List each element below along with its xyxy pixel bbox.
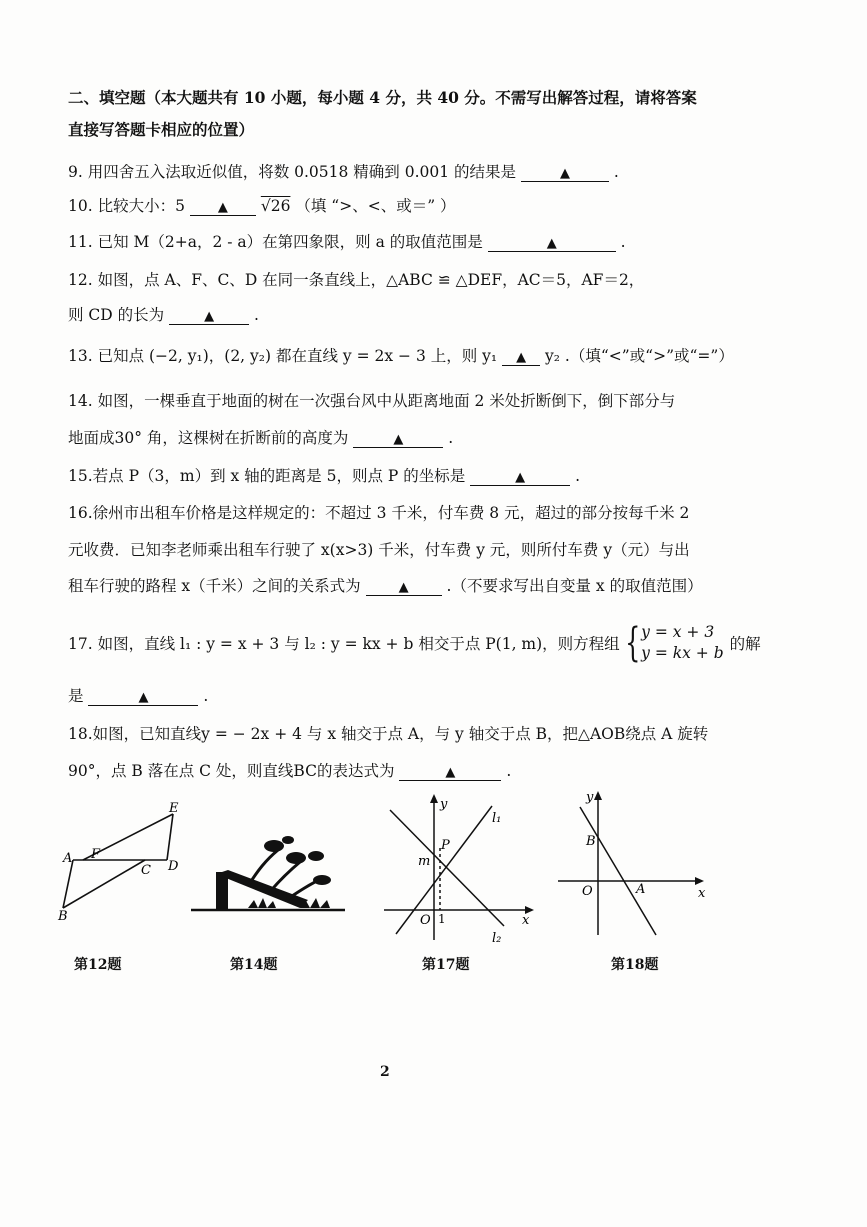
answer-triangle-icon: ▲: [204, 309, 215, 324]
q13-text: 13. 已知点 (−2, y₁)，(2, y₂) 都在直线 y = 2x − 3 上，则 y₁: [68, 347, 498, 365]
q17-text2: 是: [68, 687, 84, 705]
q15-answer-blank[interactable]: [470, 468, 570, 486]
question-12-line2: [68, 303, 259, 325]
q9-text: 9. 用四舍五入法取近似值，将数 0.0518 精确到 0.001 的结果是: [68, 163, 517, 181]
answer-triangle-icon: ▲: [217, 200, 228, 215]
q10-answer-blank[interactable]: [190, 198, 256, 216]
figure-18-graph: [552, 785, 712, 937]
question-18-line2: [68, 759, 511, 781]
question-16-line1: 16.徐州市出租车价格是这样规定的：不超过 3 千米，付车费 8 元，超过的部分按每千米 2: [68, 504, 690, 522]
q16-answer-blank[interactable]: [366, 578, 442, 596]
q11-text: 11. 已知 M（2+a，2 - a）在第四象限，则 a 的取值范围是: [68, 233, 483, 251]
answer-triangle-icon: ▲: [546, 236, 557, 251]
label-A: A: [63, 851, 73, 866]
question-15: [68, 464, 580, 486]
answer-triangle-icon: ▲: [515, 470, 526, 485]
label-y: y: [586, 790, 594, 805]
question-18-line1: 18.如图，已知直线y = − 2x + 4 与 x 轴交于点 A，与 y 轴交于点 B，把△AOB绕点 A 旋转: [68, 725, 709, 743]
q13-hint: y₂ .（填“<”或“>”或“=”）: [545, 347, 734, 365]
q13-answer-blank[interactable]: [502, 348, 540, 366]
label-D: D: [168, 859, 179, 874]
q15-end: .: [575, 467, 581, 485]
figure-12-caption: 第12题: [74, 957, 122, 973]
figure-14-caption: 第14题: [230, 957, 278, 973]
q14-text: 地面成30° 角，这棵树在折断前的高度为: [68, 429, 349, 447]
q14-end: .: [448, 429, 454, 447]
page-number: 2: [380, 1064, 390, 1080]
q12-text: 则 CD 的长为: [68, 306, 165, 324]
q10-text: 10. 比较大小：5: [68, 197, 185, 215]
q12-end: .: [254, 306, 259, 324]
q17-tail: 的解: [729, 635, 761, 653]
figure-17-graph: [380, 792, 540, 944]
brace-icon: {: [624, 620, 641, 666]
figure-18-caption: 第18题: [611, 957, 659, 973]
label-F: F: [91, 847, 101, 862]
answer-triangle-icon: ▲: [516, 350, 527, 365]
equation-2: y = kx + b: [641, 644, 724, 662]
question-16-line2: 元收费．已知李老师乘出租车行驶了 x(x>3) 千米，付车费 y 元，则所付车费 y（元）与出: [68, 541, 690, 559]
label-x: x: [698, 886, 706, 901]
label-O: O: [582, 884, 593, 899]
label-P: P: [441, 838, 450, 853]
label-E: E: [169, 801, 179, 816]
q17-end: .: [203, 687, 209, 705]
q18-text: 90°，点 B 落在点 C 处，则直线BC的表达式为: [68, 762, 395, 780]
answer-triangle-icon: ▲: [398, 580, 409, 595]
q11-answer-blank[interactable]: [488, 234, 616, 252]
label-m: m: [418, 854, 431, 869]
label-B: B: [586, 834, 596, 849]
label-C: C: [141, 863, 151, 878]
q12-answer-blank[interactable]: [169, 307, 249, 325]
figure-12-triangles: [55, 800, 195, 925]
q18-end: .: [506, 762, 512, 780]
question-12-line1: 12. 如图，点 A、F、C、D 在同一条直线上，△ABC ≌ △DEF，AC＝5，AF＝2，: [68, 271, 645, 289]
q16-text: 租车行驶的路程 x（千米）之间的关系式为: [68, 577, 361, 595]
q17-text: 17. 如图，直线 l₁ : y = x + 3 与 l₂ : y = kx + b 相交于点 P(1, m)，则方程组: [68, 635, 620, 653]
section-title-line1: 二、填空题（本大题共有 10 小题，每小题 4 分，共 40 分。不需写出解答过程，请将答案: [68, 88, 697, 107]
q10-root: √26: [260, 197, 291, 215]
q14-answer-blank[interactable]: [353, 430, 443, 448]
label-y: y: [440, 797, 448, 812]
question-9: [68, 160, 619, 182]
label-l2: l₂: [492, 931, 502, 944]
question-17-line2: [68, 684, 208, 706]
question-14-line1: 14. 如图，一棵垂直于地面的树在一次强台风中从距离地面 2 米处折断倒下，倒下部分与: [68, 392, 676, 410]
label-l1: l₁: [492, 811, 502, 826]
question-10: [68, 194, 456, 216]
label-A: A: [636, 882, 646, 897]
q11-end: .: [620, 233, 626, 251]
q9-end: .: [613, 163, 619, 181]
equation-system: [641, 622, 724, 664]
answer-triangle-icon: ▲: [393, 432, 404, 447]
figure-14-broken-tree: [188, 820, 348, 920]
q16-hint: .（不要求写出自变量 x 的取值范围）: [446, 577, 703, 595]
label-x: x: [522, 913, 530, 928]
question-14-line2: [68, 426, 453, 448]
equation-1: y = x + 3: [641, 623, 715, 641]
q9-answer-blank[interactable]: [521, 164, 609, 182]
question-11: [68, 230, 626, 252]
q15-text: 15.若点 P（3，m）到 x 轴的距离是 5，则点 P 的坐标是: [68, 467, 466, 485]
question-13: [68, 344, 734, 366]
question-17-line1: [68, 618, 761, 668]
answer-triangle-icon: ▲: [559, 166, 570, 181]
q10-hint: （填 “>、<、或＝” ）: [295, 197, 456, 215]
figure-17-caption: 第17题: [422, 957, 470, 973]
q18-answer-blank[interactable]: [399, 763, 501, 781]
answer-triangle-icon: ▲: [138, 690, 149, 705]
q17-answer-blank[interactable]: [88, 688, 198, 706]
label-B: B: [58, 909, 68, 924]
answer-triangle-icon: ▲: [445, 765, 456, 780]
section-title-line2: 直接写答题卡相应的位置）: [68, 120, 255, 139]
label-O: O: [420, 913, 431, 928]
label-1: 1: [438, 912, 446, 926]
question-16-line3: [68, 574, 703, 596]
